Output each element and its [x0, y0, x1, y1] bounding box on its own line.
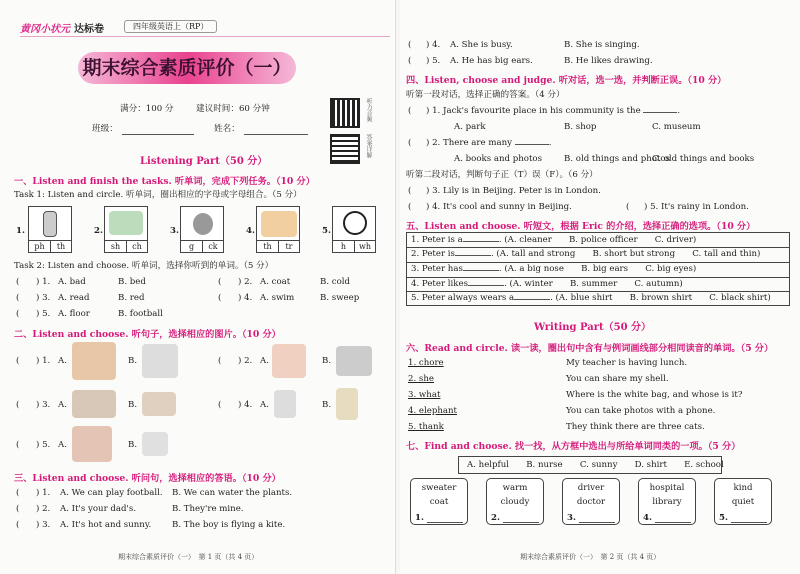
s4-q5-paren[interactable]: (: [626, 202, 630, 212]
s7-card4-number: 4.: [643, 513, 652, 523]
pic3-number: 3.: [170, 226, 179, 236]
t2-q4-number: ) 4.: [238, 293, 253, 303]
section7-title: 七、Find and choose. 找一找，从方框中选出与所给单词同类的一项。（5 分）: [406, 441, 741, 452]
s7-card5-number: 5.: [719, 513, 728, 523]
s2-q2-number: ) 2.: [238, 356, 253, 366]
t2-q2-option-b: B. cold: [320, 277, 351, 287]
s7-card2: [486, 478, 544, 525]
pic5-number: 5.: [322, 226, 331, 236]
right-footer: 期末综合素质评价（一） 第 2 页（共 4 页）: [520, 553, 661, 561]
full-score: 满分：100 分: [120, 104, 174, 114]
t2-q1-option-b: B. bed: [118, 277, 146, 287]
s5-row5-options: . (A. blue shirt B. brown shirt C. black shirt): [550, 293, 771, 303]
pic4-option-a[interactable]: th: [257, 240, 279, 252]
s7-card3: [562, 478, 620, 525]
s7-card1-word1: sweater: [421, 483, 457, 493]
s5-row1-stem: 1. Peter is a: [411, 235, 463, 245]
s3-q1-option-a: A. We can play football.: [60, 488, 163, 498]
writing-part-heading: Writing Part（50 分）: [534, 322, 652, 333]
header-rule: [20, 36, 390, 37]
s6-word5: 5. thank: [408, 422, 444, 432]
s4-q3-paren[interactable]: (: [408, 186, 412, 196]
right-page: [400, 0, 800, 574]
chalkboard-icon: [109, 211, 143, 235]
s7-card5-blank[interactable]: [731, 522, 767, 523]
duck-icon: [193, 213, 213, 235]
pic5-option-b[interactable]: wh: [355, 240, 375, 252]
s7-card3-blank[interactable]: [579, 522, 615, 523]
pic5-option-a[interactable]: h: [333, 240, 355, 252]
sec5-table: [406, 232, 790, 306]
s2-q2-b-label: B.: [322, 356, 332, 366]
s7-card5-word2: quiet: [731, 497, 755, 507]
t2-q1-number: ) 1.: [36, 277, 51, 287]
s3-q5-paren[interactable]: (: [408, 56, 412, 66]
task1-instruction: Task 1: Listen and circle. 听单词，圈出相应的字母或字母组合。（5 分）: [14, 190, 302, 200]
s2-q1-a-image[interactable]: [72, 342, 116, 380]
s3-q1-option-b: B. We can water the plants.: [172, 488, 293, 498]
s5-divider3: [407, 277, 789, 278]
s7-card3-word2: doctor: [576, 497, 606, 507]
s7-options-box: [458, 456, 722, 474]
s7-card2-word1: warm: [502, 483, 528, 493]
s2-q5-a-label: A.: [58, 440, 67, 450]
s6-word3: 3. what: [408, 390, 441, 400]
section5-title: 五、Listen and choose. 听短文，根据 Eric 的介绍，选择正确的选项。（10 分）: [406, 221, 756, 232]
name-field[interactable]: [244, 134, 308, 135]
t2-q5-option-a: A. floor: [58, 309, 90, 319]
t2-q2-number: ) 2.: [238, 277, 253, 287]
pic4-number: 4.: [246, 226, 255, 236]
pic2-chalkboard: [104, 206, 148, 253]
s7-card1: [410, 478, 468, 525]
s7-card3-number: 3.: [567, 513, 576, 523]
s5-row1: [411, 235, 696, 246]
s4-q2-option-b: B. old things and photos: [564, 154, 670, 164]
s2-q2-a-image[interactable]: [272, 344, 306, 378]
s4-q5-text: ) 5. It's rainy in London.: [644, 202, 749, 212]
series-label: 达标卷: [74, 24, 104, 35]
s5-row5-blank[interactable]: [514, 299, 550, 300]
s5-row2-options: . (A. tall and strong B. short but strong C. tall and thin): [490, 249, 761, 259]
s2-q3-paren[interactable]: (: [16, 400, 20, 410]
s3-q2-paren[interactable]: (: [16, 504, 20, 514]
s7-card1-word2: coat: [429, 497, 449, 507]
t2-q4-option-a: A. swim: [260, 293, 295, 303]
s5-row2-stem: 2. Peter is: [411, 249, 455, 259]
s2-q4-paren[interactable]: (: [218, 400, 222, 410]
s3-q3-number: ) 3.: [36, 520, 51, 530]
s2-q1-b-image[interactable]: [142, 344, 178, 378]
s5-row4: [411, 279, 683, 290]
t2-q4-option-b: B. sweep: [320, 293, 360, 303]
s4-q4-paren[interactable]: (: [408, 202, 412, 212]
s2-q3-b-label: B.: [128, 400, 138, 410]
s4-q2-stem: ) 2. There are many: [426, 138, 513, 148]
s4-q2-text: ) 2. There are many .: [426, 138, 552, 148]
audio-qr-code[interactable]: [330, 98, 360, 128]
qr-audio-label: 听力音频: [365, 98, 372, 122]
s7-card1-number: 1.: [415, 513, 424, 523]
pic4-children: [256, 206, 300, 253]
s7-card3-word1: driver: [577, 483, 605, 493]
s3-q3-paren[interactable]: (: [16, 520, 20, 530]
s2-q5-b-image[interactable]: [142, 432, 168, 456]
suggested-time: 建议时间：60 分钟: [196, 104, 270, 114]
s2-q4-number: ) 4.: [238, 400, 253, 410]
s3-q4-paren[interactable]: (: [408, 40, 412, 50]
section3-title: 三、Listen and choose. 听问句，选择相应的答语。（10 分）: [14, 473, 281, 484]
s5-divider2: [407, 262, 789, 263]
section4-title: 四、Listen, choose and judge. 听对话，选一选，并判断正误。（10 分）: [406, 75, 727, 86]
s7-card5-word1: kind: [733, 483, 753, 493]
s2-q2-a-label: A.: [260, 356, 269, 366]
s6-sentence2[interactable]: You can share my shell.: [566, 374, 669, 384]
s3-q3-option-a: A. It's hot and sunny.: [60, 520, 152, 530]
t2-q3-option-b: B. red: [118, 293, 145, 303]
pic2-option-b[interactable]: ch: [127, 240, 147, 252]
pic3-duck: [180, 206, 224, 253]
s7-card1-blank[interactable]: [427, 522, 463, 523]
children-icon: [261, 211, 297, 237]
page-title: 期末综合素质评价（一）: [82, 57, 292, 79]
s5-row4-options: . (A. winter B. summer C. autumn): [504, 279, 683, 289]
t2-q1-option-a: A. bad: [58, 277, 86, 287]
s5-row5-stem: 5. Peter always wears a: [411, 293, 515, 303]
s7-card4: [638, 478, 696, 525]
s6-sentence5[interactable]: They think there are three cats.: [566, 422, 705, 432]
s2-q3-number: ) 3.: [36, 400, 51, 410]
t2-q5-option-b: B. football: [118, 309, 163, 319]
s4-q1-option-c: C. museum: [652, 122, 701, 132]
name-label: 姓名：: [214, 124, 240, 134]
s3-q3-option-b: B. The boy is flying a kite.: [172, 520, 286, 530]
pic1-option-a[interactable]: ph: [29, 240, 51, 252]
s2-q5-number: ) 5.: [36, 440, 51, 450]
s2-q3-a-label: A.: [58, 400, 67, 410]
s3-q2-option-a: A. It's your dad's.: [60, 504, 137, 514]
s2-q2-paren[interactable]: (: [218, 356, 222, 366]
brand-logo: 黄冈小状元: [20, 24, 70, 35]
s4-q1-option-b: B. shop: [564, 122, 597, 132]
section1-title: 一、Listen and finish the tasks. 听单词，完成下列任务。（10 分）: [14, 176, 315, 187]
s3-q2-option-b: B. They're mine.: [172, 504, 244, 514]
s5-row1-options: . (A. cleaner B. police officer C. driver): [498, 235, 697, 245]
s6-sentence3[interactable]: Where is the white bag, and whose is it?: [566, 390, 743, 400]
s2-q1-number: ) 1.: [36, 356, 51, 366]
sec4-sub2: 听第二段对话，判断句子正（T）误（F）。（6 分）: [406, 170, 598, 180]
s7-card2-word2: cloudy: [500, 497, 530, 507]
title-banner: [78, 52, 296, 84]
s3-q5-option-a: A. He has big ears.: [450, 56, 533, 66]
t2-q5-number: ) 5.: [36, 309, 51, 319]
s5-divider4: [407, 291, 789, 292]
s5-row3-stem: 3. Peter has: [411, 264, 463, 274]
left-footer: 期末综合素质评价（一） 第 1 页（共 4 页）: [118, 553, 259, 561]
answer-qr-code[interactable]: [330, 134, 360, 164]
t2-q2-paren[interactable]: (: [218, 277, 222, 287]
s4-q1-paren[interactable]: (: [408, 106, 412, 116]
s2-q4-b-image[interactable]: [336, 388, 358, 420]
pic2-number: 2.: [94, 226, 103, 236]
pic4-option-b[interactable]: tr: [279, 240, 299, 252]
phone-icon: [43, 211, 57, 237]
t2-q1-paren[interactable]: (: [16, 277, 20, 287]
t2-q5-paren[interactable]: (: [16, 309, 20, 319]
s3-q5-option-b: B. He likes drawing.: [564, 56, 653, 66]
t2-q3-option-a: A. read: [58, 293, 90, 303]
s3-q1-number: ) 1.: [36, 488, 51, 498]
s5-row4-blank[interactable]: [468, 285, 504, 286]
s2-q1-b-label: B.: [128, 356, 138, 366]
s2-q2-b-image[interactable]: [336, 346, 372, 376]
s4-q2-option-c: C. old things and books: [652, 154, 755, 164]
task2-instruction: Task 2: Listen and choose. 听单词，选择你听到的单词。（5 分）: [14, 261, 274, 271]
s3-q2-number: ) 2.: [36, 504, 51, 514]
s4-q2-blank[interactable]: [515, 144, 549, 145]
s6-sentence1[interactable]: My teacher is having lunch.: [566, 358, 688, 368]
left-page: [0, 0, 396, 574]
t2-q2-option-a: A. coat: [260, 277, 291, 287]
s6-sentence4[interactable]: You can take photos with a phone.: [566, 406, 716, 416]
t2-q3-paren[interactable]: (: [16, 293, 20, 303]
pic5-face: [332, 206, 376, 253]
s3-q4-option-a: A. She is busy.: [450, 40, 513, 50]
s2-q5-a-image[interactable]: [72, 426, 112, 462]
class-field[interactable]: [122, 134, 194, 135]
s7-card4-blank[interactable]: [655, 522, 691, 523]
s2-q1-a-label: A.: [58, 356, 67, 366]
s5-row1-blank[interactable]: [463, 241, 499, 242]
s3-q1-paren[interactable]: (: [16, 488, 20, 498]
s3-q4-option-b: B. She is singing.: [564, 40, 640, 50]
s4-q1-option-a: A. park: [454, 122, 486, 132]
face-icon: [343, 211, 367, 235]
s4-q3-text: ) 3. Lily is in Beijing. Peter is in London.: [426, 186, 601, 196]
s5-row4-stem: 4. Peter likes: [411, 279, 468, 289]
pic3-option-b[interactable]: ck: [203, 240, 223, 252]
s2-q4-a-label: A.: [260, 400, 269, 410]
s7-card2-number: 2.: [491, 513, 500, 523]
s4-q1-blank[interactable]: [643, 112, 677, 113]
s4-q1-stem: ) 1. Jack's favourite place in his community is the: [426, 106, 641, 116]
pic2-option-a[interactable]: sh: [105, 240, 127, 252]
qr-answer-label: 答案详解: [365, 134, 372, 158]
s5-row2-blank[interactable]: [455, 255, 491, 256]
s2-q5-paren[interactable]: (: [16, 440, 20, 450]
s3-q5-number: ) 5.: [426, 56, 441, 66]
s7-options-text: A. helpful B. nurse C. sunny D. shirt E. school: [467, 460, 724, 470]
pic1-option-b[interactable]: th: [51, 240, 71, 252]
s7-card5: [714, 478, 772, 525]
s2-q5-b-label: B.: [128, 440, 138, 450]
s5-row3: [411, 264, 696, 275]
pic1-number: 1.: [16, 226, 25, 236]
s2-q3-b-image[interactable]: [142, 392, 176, 416]
s5-row3-options: . (A. a big nose B. big ears C. big eyes): [498, 264, 697, 274]
s2-q4-b-label: B.: [322, 400, 332, 410]
s5-divider1: [407, 247, 789, 248]
pic3-option-a[interactable]: g: [181, 240, 203, 252]
s2-q4-a-image[interactable]: [274, 390, 296, 418]
s2-q1-paren[interactable]: (: [16, 356, 20, 366]
s5-row5: [411, 293, 771, 304]
s2-q3-a-image[interactable]: [72, 390, 116, 418]
t2-q3-number: ) 3.: [36, 293, 51, 303]
s4-q1-text: ) 1. Jack's favourite place in his community is the .: [426, 106, 681, 116]
sec4-sub1: 听第一段对话，选择正确的答案。（4 分）: [406, 90, 565, 100]
s5-row3-blank[interactable]: [463, 270, 499, 271]
t2-q4-paren[interactable]: (: [218, 293, 222, 303]
s6-word2: 2. she: [408, 374, 434, 384]
s7-card4-word1: hospital: [649, 483, 685, 493]
s5-row2: [411, 249, 760, 260]
grade-tag: 四年级英语上（RP）: [124, 20, 217, 33]
s6-word1: 1. chore: [408, 358, 444, 368]
listening-part-heading: Listening Part（50 分）: [140, 156, 268, 167]
section2-title: 二、Listen and choose. 听句子，选择相应的图片。（10 分）: [14, 329, 281, 340]
pic1-phone: [28, 206, 72, 253]
section6-title: 六、Read and circle. 读一读，圈出句中含有与例词画线部分相同读音的单词。（5 分）: [406, 343, 774, 354]
s4-q4-text: ) 4. It's cool and sunny in Beijing.: [426, 202, 572, 212]
s4-q2-option-a: A. books and photos: [454, 154, 543, 164]
s3-q4-number: ) 4.: [426, 40, 441, 50]
s6-word4: 4. elephant: [408, 406, 457, 416]
s7-card2-blank[interactable]: [503, 522, 539, 523]
s4-q2-paren[interactable]: (: [408, 138, 412, 148]
s7-card4-word2: library: [652, 497, 682, 507]
class-label: 班级：: [92, 124, 118, 134]
